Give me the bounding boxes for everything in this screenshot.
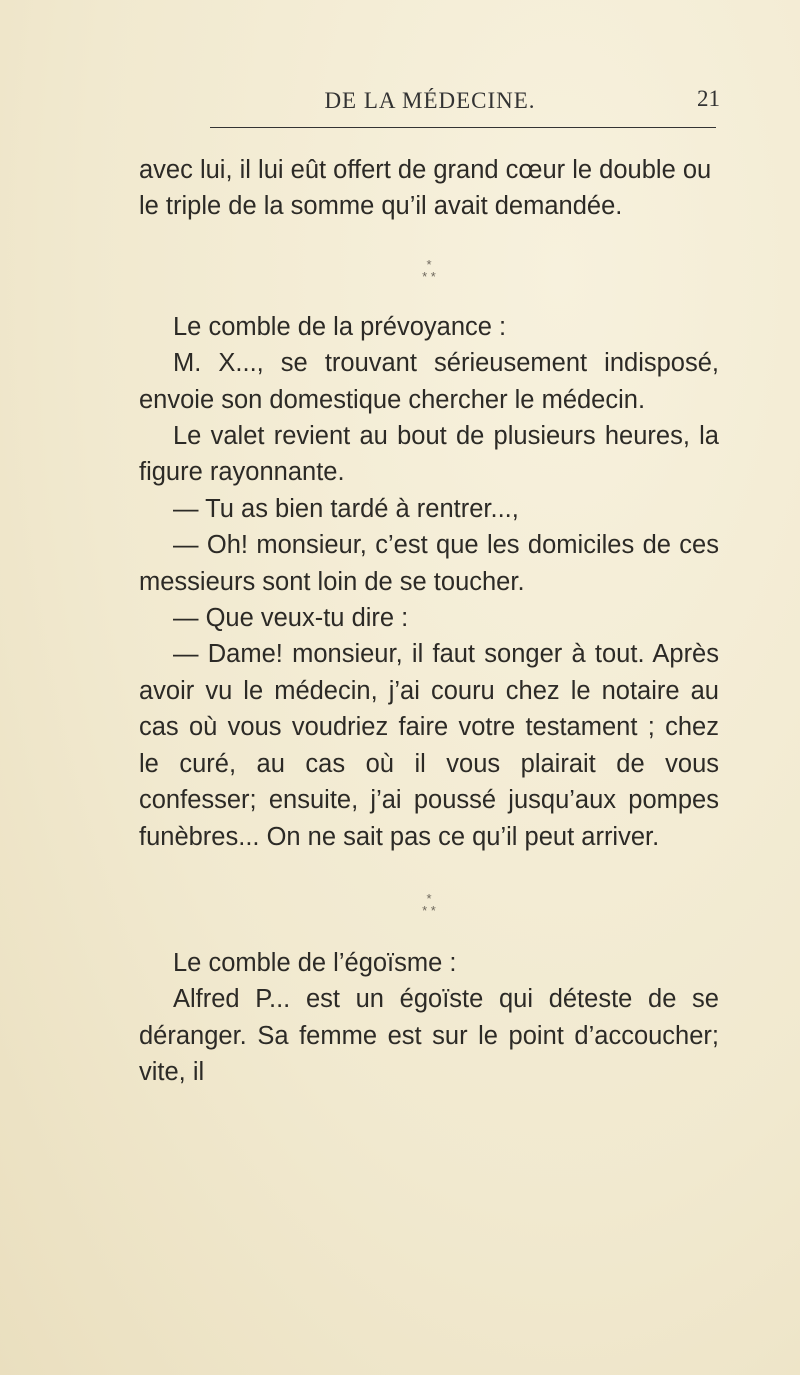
header-rule <box>210 127 716 128</box>
asterism-top: * <box>426 890 432 906</box>
asterism <box>139 890 719 918</box>
paragraph: — Oh! monsieur, c’est que les domiciles de ces messieurs sont loin de se toucher. <box>139 531 719 596</box>
text-line: le triple de la somme qu’il avait demandée. <box>139 192 623 221</box>
section-title: Le comble de l’égoïsme : <box>173 948 457 977</box>
page-number: 21 <box>697 86 720 111</box>
paragraph: — Tu as bien tardé à rentrer..., <box>173 494 519 523</box>
body-text <box>139 152 719 1091</box>
asterism <box>139 256 719 284</box>
paragraph: — Dame! monsieur, il faut songer à tout. Après avoir vu le médecin, j’ai couru chez le notaire au cas où vous voudriez faire votre testament ; chez le curé, au cas où il vous plairait de vous confesser; ensuite, j’ai poussé jusqu’aux pompes funèbres... On ne sait pas ce qu’il peut arriver. <box>139 640 719 851</box>
paragraph: M. X..., se trouvant sérieusement indisposé, envoie son domestique chercher le médecin. <box>139 349 719 414</box>
paragraph: Alfred P... est un égoïste qui déteste de se déranger. Sa femme est sur le point d’accoucher; vite, il <box>139 985 719 1087</box>
running-title: DE LA MÉDECINE. <box>324 88 536 113</box>
asterism-top: * <box>426 256 432 272</box>
paragraph: Le valet revient au bout de plusieurs heures, la figure rayonnante. <box>139 422 719 487</box>
asterism-bottom: * * <box>422 268 436 284</box>
section-title: Le comble de la prévoyance : <box>173 312 507 341</box>
text-line: avec lui, il lui eût offert de grand cœur le double ou <box>139 156 712 184</box>
page-header <box>140 84 720 124</box>
asterism-bottom: * * <box>422 902 436 918</box>
paragraph: — Que veux-tu dire : <box>173 604 409 633</box>
